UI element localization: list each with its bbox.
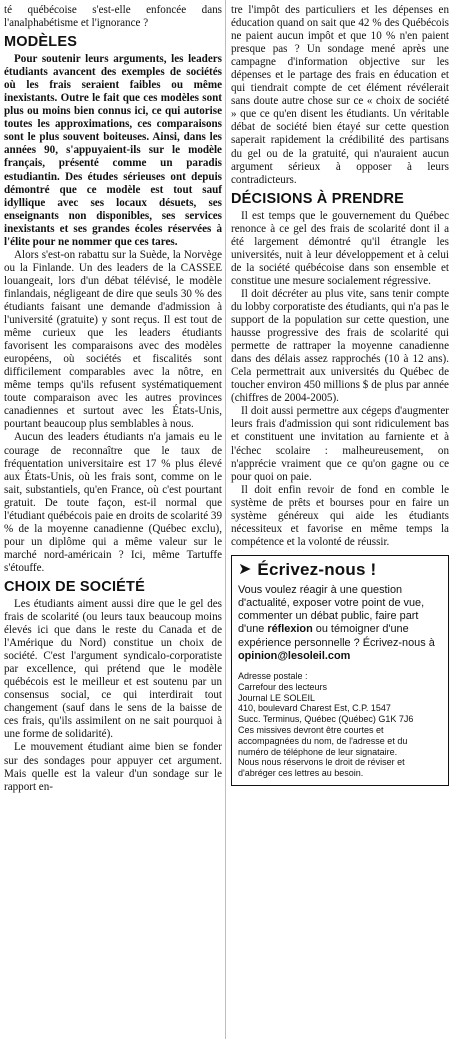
address-line: Carrefour des lecteurs [238,681,328,692]
address-line: Succ. Terminus, Québec (Québec) G1K 7J6 [238,714,414,725]
section-heading-modeles: MODÈLES [4,34,78,51]
continued-paragraph: tre l'impôt des particuliers et les dépenses en éducation quand on sait que 42 % des Québécois ne paient aucun impôt et que 10 % n'en paient presque pas ? Un sondage mené après une campagne d'information objective sur les dépenses et le partage des frais en éducation et qui tiendrait compte de cet élément révélerait sans doute autre chose sur ce « choix de société » que ce qu'en disent les étudiants. Un véritable débat de société bien étayé sur cette question saperait rapidement la crédibilité des partisans du gel ou de la gratuité, qui n'auraient aucun argument sérieux à opposer à leurs contradicteurs. [231,4,449,186]
left-column [4,4,222,794]
column-divider [225,0,226,1039]
note-line: numéro de téléphone de leur signataire. [238,746,398,757]
right-column [231,4,449,786]
write-to-us-box [231,555,449,786]
section-heading-choix: CHOIX DE SOCIÉTÉ [4,578,145,595]
box-title: Écrivez-nous ! [257,559,377,579]
address-line: Adresse postale : [238,671,308,682]
email-link[interactable]: opinion@lesoleil.com [238,649,351,662]
address-line: 410, boulevard Charest Est, C.P. 1547 [238,703,391,714]
paragraph: Aucun des leaders étudiants n'a jamais eu le courage de reconnaître que le taux de fréquentation universitaire est 17 % plus élevé aux États-Unis, où les frais sont, comme on le sait, substantiels, qu'en France, où c'est pourtant gratuit. De toute façon, est-il normal que l'étudiant québécois paie en droits de scolarité 39 % de la moyenne canadienne (Québec exclu), pour un diplôme qui a même valeur sur le marché nord-américain ? Ici, même Tartuffe s'étouffe. [4,431,222,574]
paragraph: Pour soutenir leurs arguments, les leaders étudiants avancent des exemples de sociétés où les frais seraient faibles ou même inexistants. Outre le fait que ces modèles sont plus ou moins bien connus ici, ce qui autorise toutes les approximations, ces comparaisons sont le plus souvent boiteuses. Ainsi, dans les années 90, s'appuyaient-ils sur le modèle français, présenté comme un paradis estudiantin. Des études sérieuses ont depuis démontré que ce modèle est tout sauf idyllique avec ses locaux désuets, ses enseignants non disponibles, ses services inexistants et ses grandes écoles réservées à l'élite pour ne nommer que ces tares. [4,53,222,248]
paragraph: Les étudiants aiment aussi dire que le gel des frais de scolarité (ou leurs taux beaucoup moins élevés ici que dans le reste du Canada et de l'Amérique du Nord) constitue un choix de société. C'est l'argument syndicalo-corporatiste par excellence, qui prétend que le modèle québécois est le meilleur et est soutenu par un consensus social, ce qui interdirait tout changement (sauf dans le sens de la baisse de ces frais, qu'ils assimilent on ne sait pourquoi à une forme de solidarité). [4,597,222,741]
paragraph: Il doit aussi permettre aux cégeps d'augmenter leurs frais d'admission qui sont ridiculement bas et constituent une invitation au farniente et à l'échec scolaire : malheureusement, on n'apprécie vraiment que ce qu'on gagne ou ce pour quoi on paie. [231,405,449,483]
note-line: d'abréger ces lettres au besoin. [238,768,364,779]
note-line: accompagnées du nom, de l'adresse et du [238,735,408,746]
paragraph: Il doit enfin revoir de fond en comble le système de prêts et bourses pour en faire un système généreux qui aide les étudiants nécessiteux et favorise en même temps la compétence et la volonté de réussir. [231,483,449,548]
arrow-icon: ➤ [238,560,252,578]
paragraph: Alors s'est-on rabattu sur la Suède, la Norvège ou la Finlande. Un des leaders de la CASSEE louangeait, lors d'un débat télévisé, le modèle finlandais, négligeant de dire que seuls 30 % des étudiants faisant une demande d'admission à l'université (gratuite) y sont reçus. Il est tout de même curieux que les leaders étudiants favorisent les comparaisons avec des modèles européens, où sociétés et fiscalités sont difficilement comparables avec la nôtre, en même temps qu'ils refusent systématiquement toute comparaison avec les autres provinces canadiennes et surtout avec les États-Unis, pourtant beaucoup plus semblables à nous. [4,248,222,431]
address-line: Journal LE SOLEIL [238,692,316,703]
note-line: Ces missives devront être courtes et [238,725,384,736]
section-heading-decisions: DÉCISIONS À PRENDRE [231,190,404,207]
box-text: Vous voulez réagir à une question d'actualité, exposer votre point de vue, commenter un débat public, faire part d'une [238,583,425,636]
box-bold-text: réflexion [267,623,313,636]
paragraph: Il est temps que le gouvernement du Québec renonce à ce gel des frais de scolarité dont il a été largement démontré qu'il étrangle les universités, nuit à leur développement et à celui de la société québécoise dans son ensemble et constitue une mesure socialement régressive. [231,209,449,287]
paragraph: Le mouvement étudiant aime bien se fonder sur des sondages pour appuyer cet argument. Mais quelle est la valeur d'un sondage sur le rapport en- [4,741,222,793]
intro-paragraph: té québécoise s'est-elle enfoncée dans l'analphabétisme et l'ignorance ? [4,4,222,30]
box-text: ou témoigner d'une expérience personnelle ? Écrivez-nous à [238,623,435,649]
box-header [232,556,448,582]
note-line: Nous nous réservons le droit de réviser et [238,757,405,768]
postal-address [232,671,448,785]
paragraph: Il doit décréter au plus vite, sans tenir compte du lobby corporatiste des étudiants, qui n'a pas le support de la population sur cette question, une hausse progressive des frais de scolarité qui permette de rattraper la moyenne canadienne dans des délais assez rapprochés (10 à 12 ans). Cela permettrait aux universités du Québec de toucher environ 450 millions $ de plus par année (chiffres de 2004-2005). [231,287,449,405]
box-body [232,582,448,667]
